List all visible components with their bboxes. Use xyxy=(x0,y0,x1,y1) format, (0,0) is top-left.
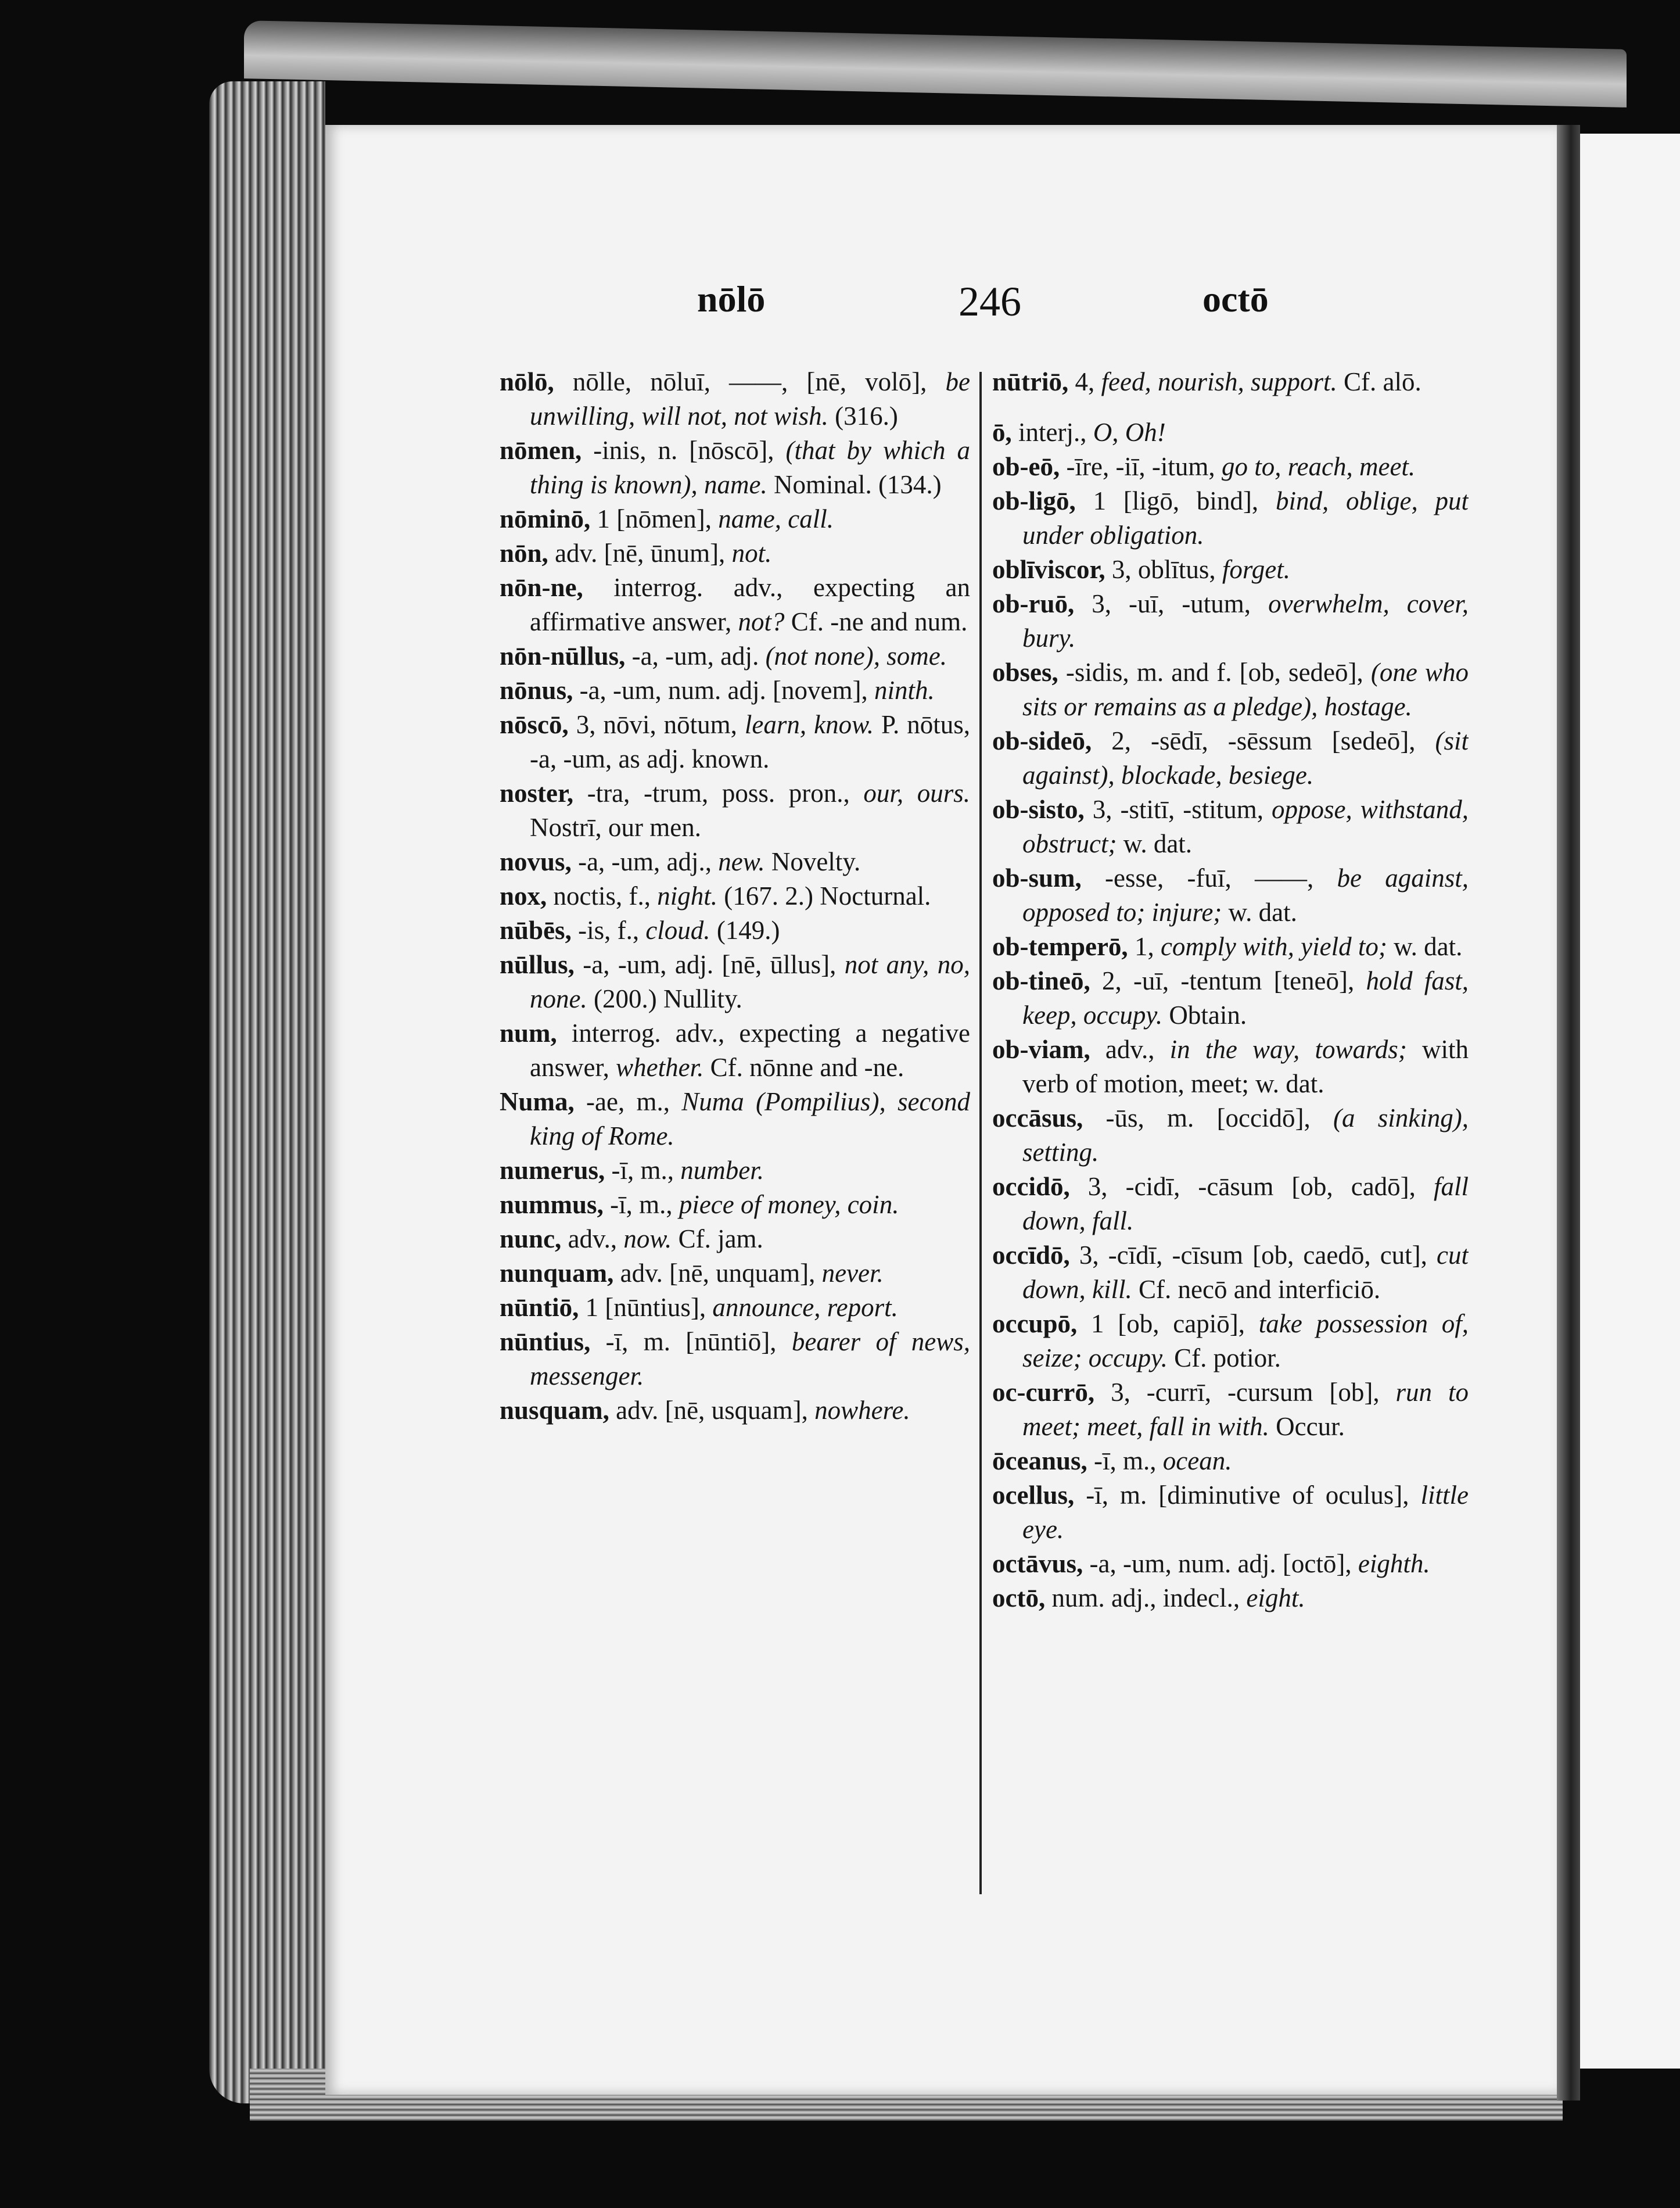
headword: octō, xyxy=(992,1583,1046,1612)
entry-definition: hold fast, keep, occupy. xyxy=(1022,966,1469,1030)
entry-grammar: interrog. adv., expecting a negative answer, xyxy=(530,1019,970,1082)
entry-grammar: 1 [ob, capiō], xyxy=(1077,1309,1259,1338)
headword: occāsus, xyxy=(992,1103,1083,1132)
headword: ō, xyxy=(992,418,1012,447)
headword: ōceanus, xyxy=(992,1446,1087,1475)
entry-grammar: adv. [nē, usquam], xyxy=(609,1396,815,1425)
entry-definition: now. xyxy=(623,1224,672,1253)
dictionary-entry xyxy=(500,1188,970,1222)
headword: novus, xyxy=(500,847,572,876)
headword: nummus, xyxy=(500,1190,604,1219)
entry-grammar: -ī, m., xyxy=(1087,1446,1163,1475)
headword: nōnus, xyxy=(500,676,573,705)
headword: nox, xyxy=(500,881,547,911)
entry-definition: go to, reach, meet. xyxy=(1221,452,1416,481)
running-head-left: nōlō xyxy=(697,278,766,320)
entry-note: (167. 2.) Nocturnal. xyxy=(717,881,931,911)
page-stack-edge xyxy=(209,81,325,2103)
dictionary-entry xyxy=(500,708,970,776)
entry-grammar: 3, nōvi, nōtum, xyxy=(568,710,745,739)
dictionary-entry xyxy=(992,1170,1469,1238)
entry-definition: in the way, towards; xyxy=(1169,1035,1407,1064)
entry-definition: bearer of news, messenger. xyxy=(530,1327,970,1390)
running-head-right: octō xyxy=(1202,278,1269,320)
dictionary-entry xyxy=(992,1375,1469,1444)
entry-note: Nominal. (134.) xyxy=(767,470,942,499)
headword: noster, xyxy=(500,779,574,808)
headword: ob-sisto, xyxy=(992,795,1085,824)
entry-note: (316.) xyxy=(828,402,898,431)
headword: ob-sum, xyxy=(992,863,1082,892)
dictionary-entry xyxy=(992,1033,1469,1101)
entry-definition: whether. xyxy=(616,1053,704,1082)
dictionary-entry xyxy=(992,1478,1469,1547)
entry-note: with verb of motion, meet; w. dat. xyxy=(1022,1035,1469,1098)
entry-grammar: 1 [nōmen], xyxy=(590,504,719,533)
headword: nōminō, xyxy=(500,504,591,533)
entry-grammar: 2, -uī, -tentum [teneō], xyxy=(1090,966,1366,995)
entry-grammar: -sidis, m. and f. [ob, sedeō], xyxy=(1058,658,1371,687)
dictionary-entry xyxy=(992,1444,1469,1478)
entry-grammar: 1, xyxy=(1128,932,1161,961)
entry-note: w. dat. xyxy=(1117,829,1193,858)
headword: nūtriō, xyxy=(992,367,1069,396)
dictionary-entry xyxy=(500,1085,970,1153)
dictionary-entry xyxy=(500,365,970,433)
headword: oc-currō, xyxy=(992,1378,1095,1407)
dictionary-entry xyxy=(992,415,1469,450)
entry-grammar: -ī, m., xyxy=(605,1156,681,1185)
book-cover-edge xyxy=(244,20,1627,107)
entry-grammar: -ī, m., xyxy=(603,1190,679,1219)
headword: ob-eō, xyxy=(992,452,1060,481)
dictionary-entry xyxy=(500,776,970,845)
entry-note: w. dat. xyxy=(1387,932,1463,961)
entry-grammar: -ūs, m. [occidō], xyxy=(1083,1103,1334,1132)
entry-note: Cf. -ne and num. xyxy=(784,607,968,636)
dictionary-entry xyxy=(992,724,1469,793)
entry-definition: cut down, kill. xyxy=(1022,1241,1469,1304)
entry-grammar: -a, -um, adj., xyxy=(571,847,719,876)
entry-grammar: -ī, m. [nūntiō], xyxy=(590,1327,792,1356)
dictionary-entry xyxy=(992,1101,1469,1170)
entry-note: Cf. necō and interficiō. xyxy=(1132,1275,1381,1304)
entry-grammar: num. adj., indecl., xyxy=(1045,1583,1247,1612)
entry-definition: nowhere. xyxy=(814,1396,910,1425)
headword: octāvus, xyxy=(992,1549,1083,1578)
entry-definition: never. xyxy=(821,1259,884,1288)
dictionary-entry xyxy=(500,1256,970,1291)
dictionary-entry xyxy=(500,571,970,639)
entry-grammar: adv. [nē, unquam], xyxy=(613,1259,822,1288)
entry-grammar: 1 [nūntius], xyxy=(579,1293,713,1322)
headword: nōn, xyxy=(500,539,548,568)
entry-definition: piece of money, coin. xyxy=(679,1190,899,1219)
entry-grammar: -īre, -iī, -itum, xyxy=(1060,452,1222,481)
entry-grammar: 3, -cidī, -cāsum [ob, cadō], xyxy=(1069,1172,1434,1201)
entry-note: Obtain. xyxy=(1162,1001,1247,1030)
entry-definition: run to meet; meet, fall in with. xyxy=(1022,1378,1469,1441)
facing-page-edge xyxy=(1580,134,1680,2069)
entry-grammar: adv., xyxy=(1090,1035,1170,1064)
entry-grammar: noctis, f., xyxy=(547,881,658,911)
entry-grammar: 3, -currī, -cursum [ob], xyxy=(1094,1378,1396,1407)
entry-grammar: adv. [nē, ūnum], xyxy=(548,539,732,568)
dictionary-entry xyxy=(992,655,1469,724)
entry-definition: not any, no, none. xyxy=(530,950,970,1013)
entry-grammar: -ī, m. [diminutive of oculus], xyxy=(1074,1481,1421,1510)
headword: ob-viam, xyxy=(992,1035,1090,1064)
dictionary-entry xyxy=(500,913,970,948)
entry-definition: oppose, withstand, obstruct; xyxy=(1022,795,1469,858)
dictionary-entry xyxy=(992,930,1469,964)
dictionary-entry xyxy=(500,1153,970,1188)
dictionary-entry xyxy=(992,450,1469,484)
entry-grammar: 3, oblītus, xyxy=(1105,555,1222,584)
entry-grammar: 2, -sēdī, -sēssum [sedeō], xyxy=(1092,726,1435,755)
headword: nūntiō, xyxy=(500,1293,579,1322)
entry-definition: be unwilling, will not, not wish. xyxy=(530,367,970,431)
entry-definition: O, Oh! xyxy=(1093,418,1166,447)
headword: numerus, xyxy=(500,1156,605,1185)
entry-definition: our, ours. xyxy=(863,779,970,808)
headword: nūllus, xyxy=(500,950,575,979)
entry-definition: overwhelm, cover, bury. xyxy=(1022,589,1469,653)
entry-grammar: 3, -stitī, -stitum, xyxy=(1084,795,1272,824)
entry-grammar: 1 [ligō, bind], xyxy=(1075,486,1276,515)
entry-note: Nostrī, our men. xyxy=(530,813,701,842)
dictionary-entry xyxy=(992,365,1469,399)
entry-definition: (one who sits or remains as a pledge), hostage. xyxy=(1022,658,1469,721)
headword: nōn-nūllus, xyxy=(500,641,626,671)
headword: nusquam, xyxy=(500,1396,609,1425)
entry-definition: forget. xyxy=(1222,555,1290,584)
entry-note: Cf. potior. xyxy=(1167,1343,1281,1372)
headword: nōlō, xyxy=(500,367,554,396)
entry-note: Cf. alō. xyxy=(1337,367,1421,396)
dictionary-entry xyxy=(500,536,970,571)
dictionary-entry xyxy=(992,587,1469,655)
entry-definition: (sit against), blockade, besiege. xyxy=(1022,726,1469,790)
entry-note: P. nōtus, -a, -um, as adj. known. xyxy=(530,710,970,773)
entry-definition: be against, opposed to; injure; xyxy=(1022,863,1469,927)
headword: occidō, xyxy=(992,1172,1070,1201)
dictionary-entry xyxy=(992,484,1469,553)
entry-grammar: 3, -cīdī, -cīsum [ob, caedō, cut], xyxy=(1069,1241,1437,1270)
entry-grammar: adv., xyxy=(561,1224,624,1253)
entry-grammar: -ae, m., xyxy=(574,1087,682,1116)
entry-note: w. dat. xyxy=(1222,898,1297,927)
entry-note: (200.) Nullity. xyxy=(587,984,742,1013)
dictionary-entry xyxy=(500,845,970,879)
headword: Numa, xyxy=(500,1087,575,1116)
entry-grammar: 4, xyxy=(1068,367,1101,396)
entry-grammar: -is, f., xyxy=(571,916,646,945)
book-gutter xyxy=(1557,125,1580,2101)
dictionary-entry xyxy=(500,1393,970,1428)
dictionary-entry xyxy=(500,1291,970,1325)
headword: ob-tineō, xyxy=(992,966,1090,995)
dictionary-column-right xyxy=(992,365,1469,1899)
entry-grammar: -esse, -fuī, ——, xyxy=(1081,863,1337,892)
dictionary-entry xyxy=(992,553,1469,587)
entry-definition: eight. xyxy=(1246,1583,1305,1612)
entry-note: (149.) xyxy=(710,916,780,945)
dictionary-entry xyxy=(992,1307,1469,1375)
headword: num, xyxy=(500,1019,557,1048)
entry-definition: not. xyxy=(731,539,772,568)
entry-grammar: -a, -um, num. adj. [octō], xyxy=(1083,1549,1358,1578)
dictionary-entry xyxy=(500,639,970,673)
entry-definition: announce, report. xyxy=(712,1293,898,1322)
headword: ocellus, xyxy=(992,1481,1075,1510)
entry-note: Cf. nōnne and -ne. xyxy=(703,1053,904,1082)
dictionary-entry xyxy=(500,673,970,708)
entry-definition: learn, know. xyxy=(744,710,874,739)
headword: obses, xyxy=(992,658,1058,687)
dictionary-entry xyxy=(992,861,1469,930)
entry-grammar: -a, -um, adj. xyxy=(625,641,766,671)
dictionary-entry xyxy=(500,502,970,536)
dictionary-entry xyxy=(500,1222,970,1256)
entry-definition: (not none), some. xyxy=(765,641,947,671)
entry-note: Cf. jam. xyxy=(672,1224,763,1253)
entry-definition: not? xyxy=(738,607,785,636)
headword: ob-ruō, xyxy=(992,589,1075,618)
dictionary-entry xyxy=(992,1547,1469,1581)
dictionary-entry xyxy=(992,1238,1469,1307)
entry-note: Occur. xyxy=(1269,1412,1345,1441)
headword: ob-sideō, xyxy=(992,726,1092,755)
entry-definition: new. xyxy=(718,847,765,876)
entry-definition: Numa (Pompilius), second king of Rome. xyxy=(530,1087,970,1150)
entry-grammar: -tra, -trum, poss. pron., xyxy=(573,779,864,808)
entry-grammar: -a, -um, adj. [nē, ūllus], xyxy=(574,950,845,979)
dictionary-entry xyxy=(992,793,1469,861)
entry-grammar: -a, -um, num. adj. [novem], xyxy=(573,676,874,705)
entry-grammar: nōlle, nōluī, ——, [nē, volō], xyxy=(554,367,946,396)
entry-definition: feed, nourish, support. xyxy=(1101,367,1337,396)
headword: nūbēs, xyxy=(500,916,572,945)
entry-definition: number. xyxy=(680,1156,764,1185)
entry-grammar: interj., xyxy=(1011,418,1093,447)
entry-grammar: -inis, n. [nōscō], xyxy=(581,436,786,465)
entry-definition: fall down, fall. xyxy=(1022,1172,1469,1235)
entry-note: Novelty. xyxy=(764,847,861,876)
headword: nūntius, xyxy=(500,1327,591,1356)
headword: nunquam, xyxy=(500,1259,614,1288)
headword: ob-ligō, xyxy=(992,486,1076,515)
headword: nunc, xyxy=(500,1224,562,1253)
dictionary-entry xyxy=(500,948,970,1016)
dictionary-entry xyxy=(500,1016,970,1085)
entry-definition: (a sinking), setting. xyxy=(1022,1103,1469,1167)
headword: nōn-ne, xyxy=(500,573,583,602)
dictionary-entry xyxy=(500,1325,970,1393)
entry-definition: ninth. xyxy=(874,676,935,705)
column-rule xyxy=(979,372,982,1894)
headword: nōscō, xyxy=(500,710,569,739)
entry-definition: name, call. xyxy=(718,504,834,533)
entry-definition: comply with, yield to; xyxy=(1160,932,1387,961)
entry-definition: eighth. xyxy=(1358,1549,1430,1578)
page-number: 246 xyxy=(959,278,1021,325)
headword: ob-temperō, xyxy=(992,932,1128,961)
entry-grammar: 3, -uī, -utum, xyxy=(1074,589,1269,618)
dictionary-entry xyxy=(992,964,1469,1033)
dictionary-entry xyxy=(500,879,970,913)
headword: occīdō, xyxy=(992,1241,1070,1270)
entry-definition: bind, oblige, put under obligation. xyxy=(1022,486,1469,550)
dictionary-entry xyxy=(500,433,970,502)
entry-definition: cloud. xyxy=(645,916,710,945)
entry-definition: little eye. xyxy=(1022,1481,1469,1544)
entry-grammar: interrog. adv., expecting an affirmative answer, xyxy=(530,573,970,636)
entry-definition: night. xyxy=(657,881,718,911)
entry-definition: take possession of, seize; occupy. xyxy=(1022,1309,1469,1372)
headword: nōmen, xyxy=(500,436,582,465)
dictionary-column-left xyxy=(500,365,970,1899)
headword: oblīviscor, xyxy=(992,555,1105,584)
entry-definition: ocean. xyxy=(1162,1446,1232,1475)
headword: occupō, xyxy=(992,1309,1078,1338)
entry-definition: (that by which a thing is known), name. xyxy=(530,436,970,499)
dictionary-entry xyxy=(992,1581,1469,1615)
